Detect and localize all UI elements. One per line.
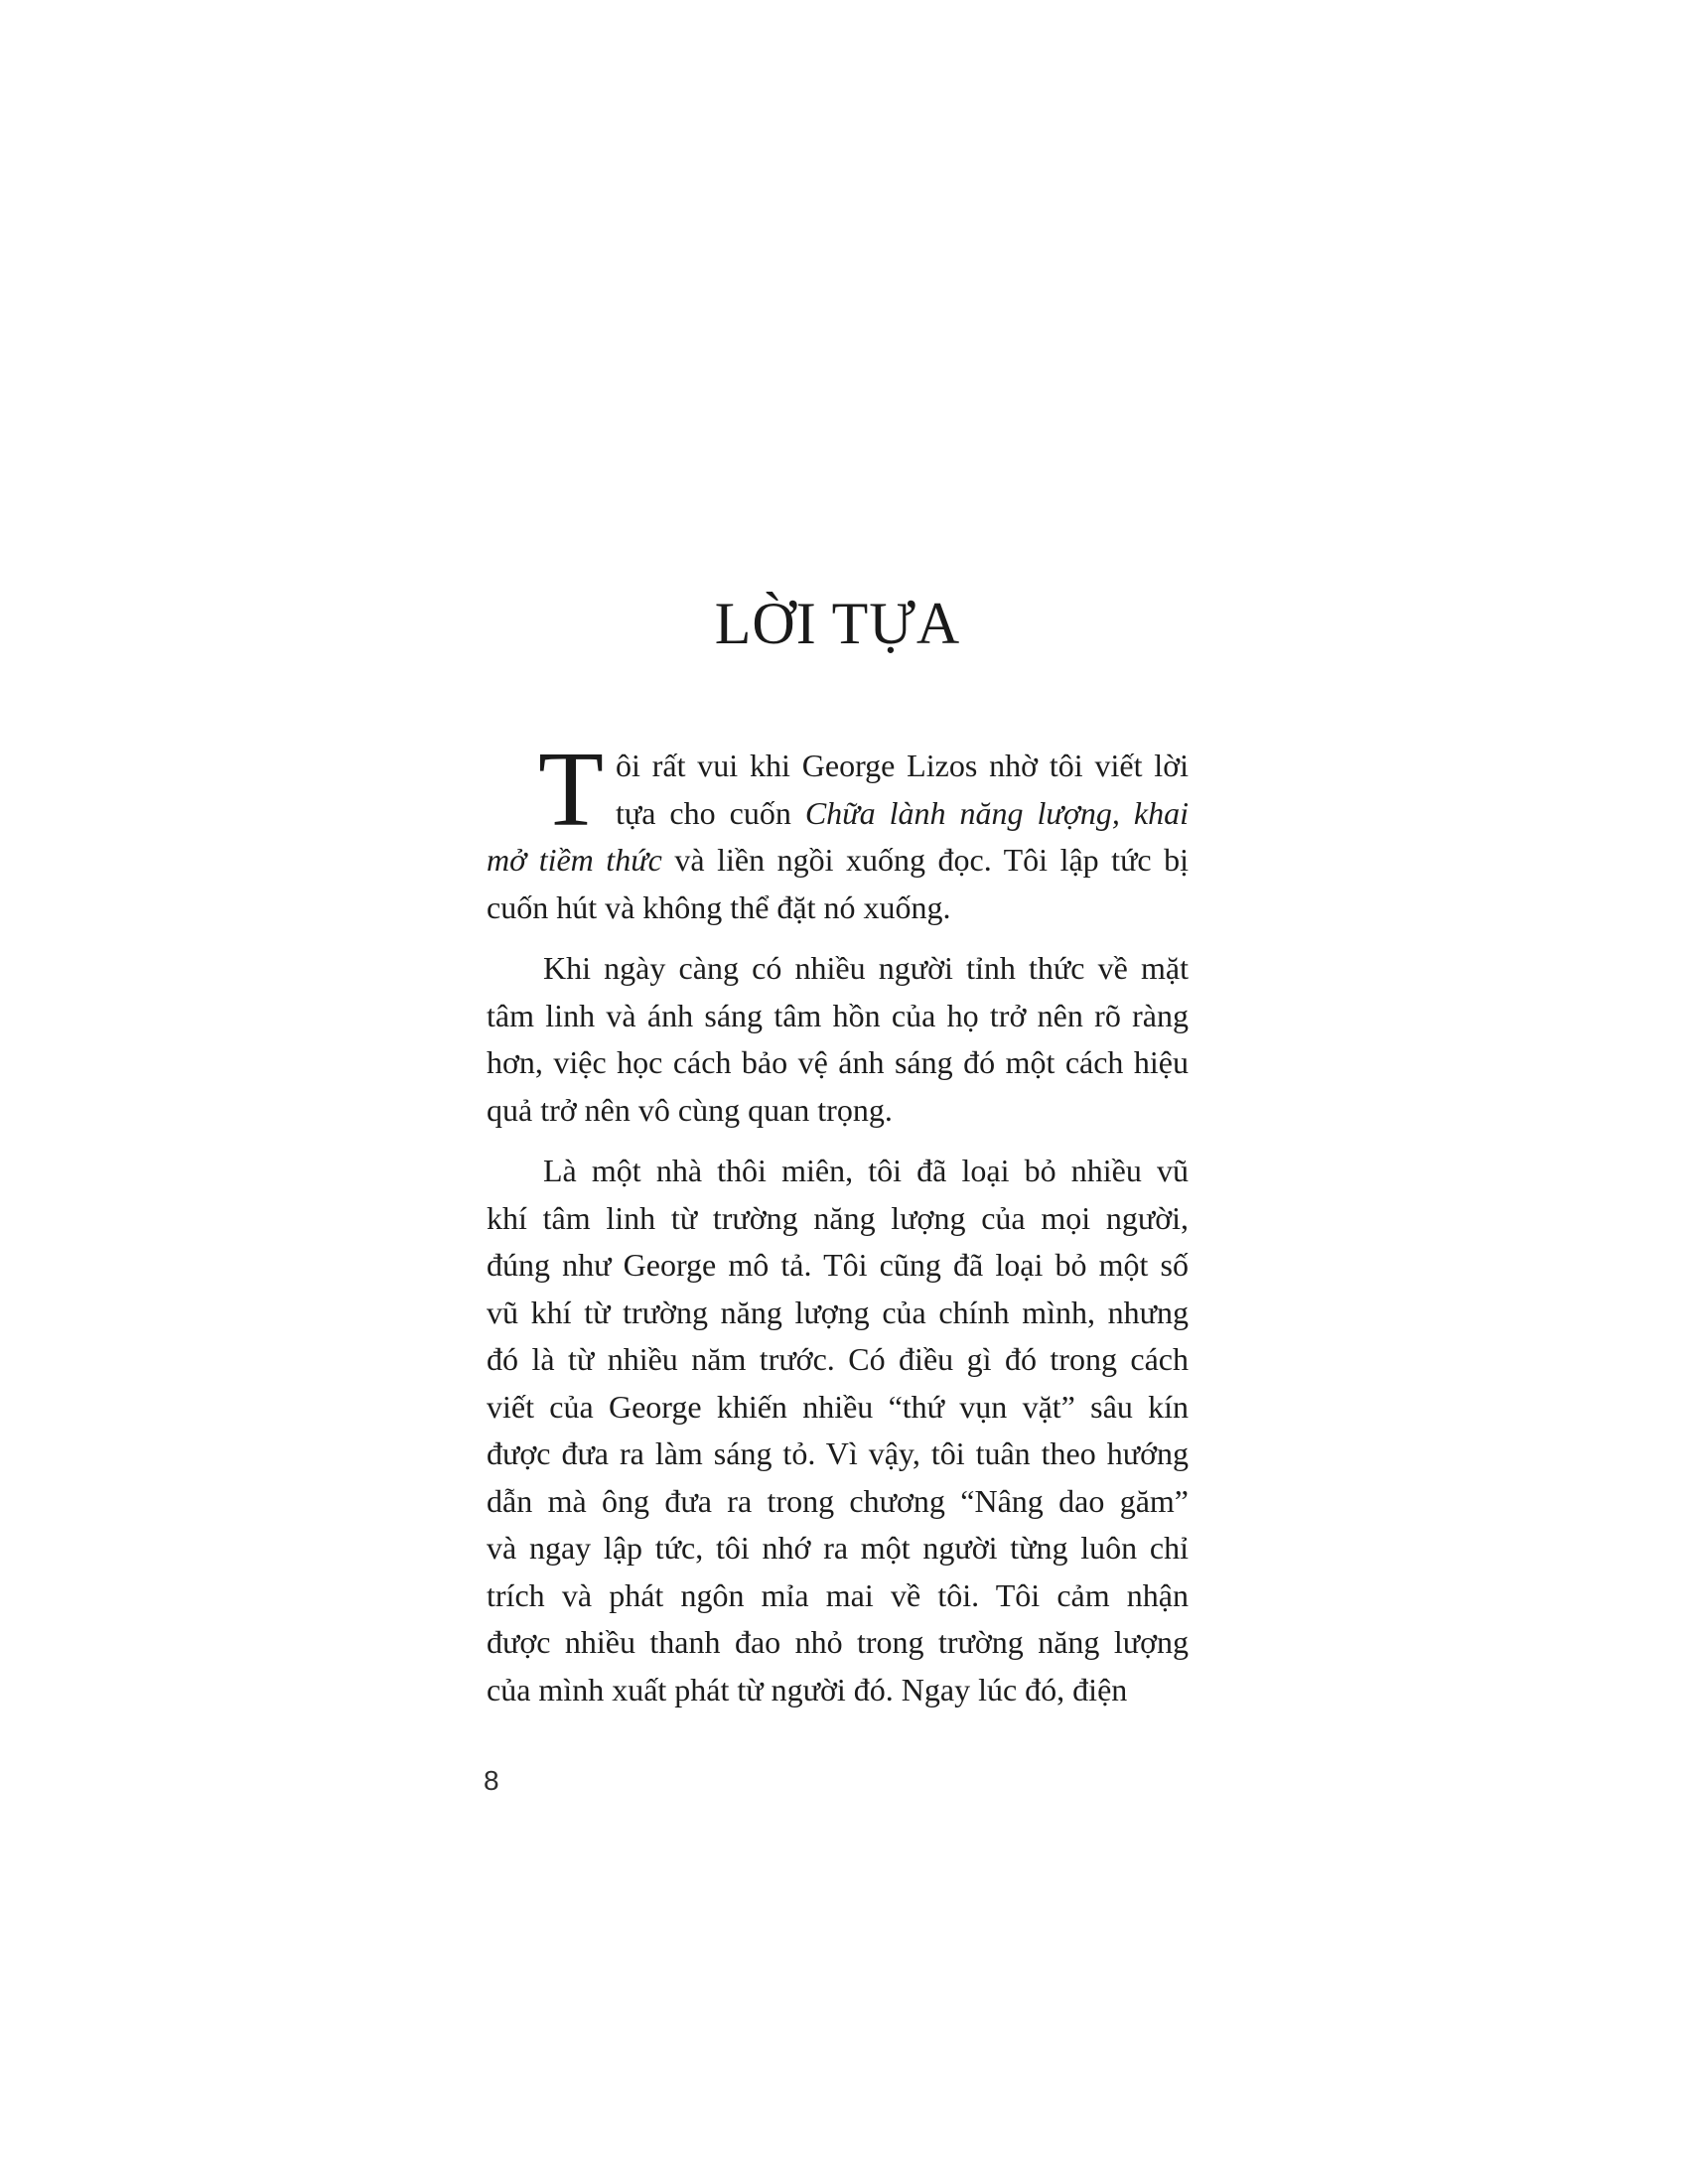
text-line — [487, 945, 1189, 993]
text-line — [487, 1572, 1189, 1620]
text-line — [487, 1290, 1189, 1337]
page-number: 8 — [484, 1765, 499, 1796]
text-segment: viết của George khiến nhiều “thứ vụn vặt” sâu kín — [487, 1388, 1189, 1425]
text-segment: được đưa ra làm sáng tỏ. Vì vậy, tôi tuân theo hướng — [487, 1435, 1189, 1471]
text-segment: dẫn mà ông đưa ra trong chương “Nâng dao găm” — [487, 1482, 1189, 1519]
text-segment: Là một nhà thôi miên, tôi đã loại bỏ nhiều vũ — [543, 1153, 1189, 1188]
text-segment: khí tâm linh từ trường năng lượng của mọi người, — [487, 1199, 1189, 1236]
chapter-title: LỜI TỰA — [714, 591, 961, 657]
text-segment: đó là từ nhiều năm trước. Có điều gì đó trong cách — [487, 1341, 1189, 1377]
text-segment: hơn, việc học cách bảo vệ ánh sáng đó một cách hiệu — [487, 1044, 1189, 1080]
text-segment: ôi rất vui khi George Lizos nhờ tôi viết lời — [616, 748, 1189, 783]
paragraph — [487, 945, 1189, 1134]
text-segment: đúng như George mô tả. Tôi cũng đã loại bỏ một số — [487, 1247, 1189, 1283]
text-segment: được nhiều thanh đao nhỏ trong trường năng lượng — [487, 1624, 1189, 1660]
text-segment: và ngay lập tức, tôi nhớ ra một người từng luôn chỉ — [487, 1530, 1189, 1566]
text-line — [487, 1431, 1189, 1478]
paragraph — [487, 1148, 1189, 1713]
paragraph — [487, 731, 1190, 931]
text-segment: tựa cho cuốn — [616, 794, 805, 831]
text-line — [616, 743, 1189, 790]
text-line — [487, 1525, 1189, 1572]
text-line — [487, 1195, 1189, 1243]
text-line — [487, 1478, 1189, 1526]
text-segment: vũ khí từ trường năng lượng của chính mình, nhưng — [487, 1294, 1189, 1330]
text-line — [487, 1619, 1189, 1667]
text-segment: và liền ngồi xuống đọc. Tôi lập tức bị — [661, 842, 1190, 878]
text-line — [487, 1384, 1189, 1432]
text-line — [487, 1148, 1189, 1195]
text-column — [487, 731, 1190, 1713]
italic-text-segment: mở tiềm thức — [487, 842, 662, 878]
text-line — [487, 993, 1189, 1040]
text-line — [487, 885, 1189, 932]
text-line — [487, 1087, 1189, 1135]
text-line — [487, 1039, 1189, 1087]
text-segment: cuốn hút và không thể đặt nó xuống. — [487, 888, 951, 925]
drop-cap: T — [538, 731, 604, 849]
text-segment: của mình xuất phát từ người đó. Ngay lúc đó, điện — [487, 1671, 1128, 1707]
text-line — [487, 1667, 1189, 1714]
italic-text-segment: Chữa lành năng lượng, khai — [804, 794, 1190, 831]
text-line — [487, 1242, 1189, 1290]
text-segment: Khi ngày càng có nhiều người tỉnh thức về mặt — [543, 950, 1189, 986]
text-segment: tâm linh và ánh sáng tâm hồn của họ trở nên rõ ràng — [487, 997, 1189, 1033]
text-line — [616, 790, 1189, 838]
text-segment: trích và phát ngôn mỉa mai về tôi. Tôi cảm nhận — [487, 1576, 1189, 1613]
text-segment: quả trở nên vô cùng quan trọng. — [487, 1091, 893, 1128]
text-line — [487, 1336, 1189, 1384]
